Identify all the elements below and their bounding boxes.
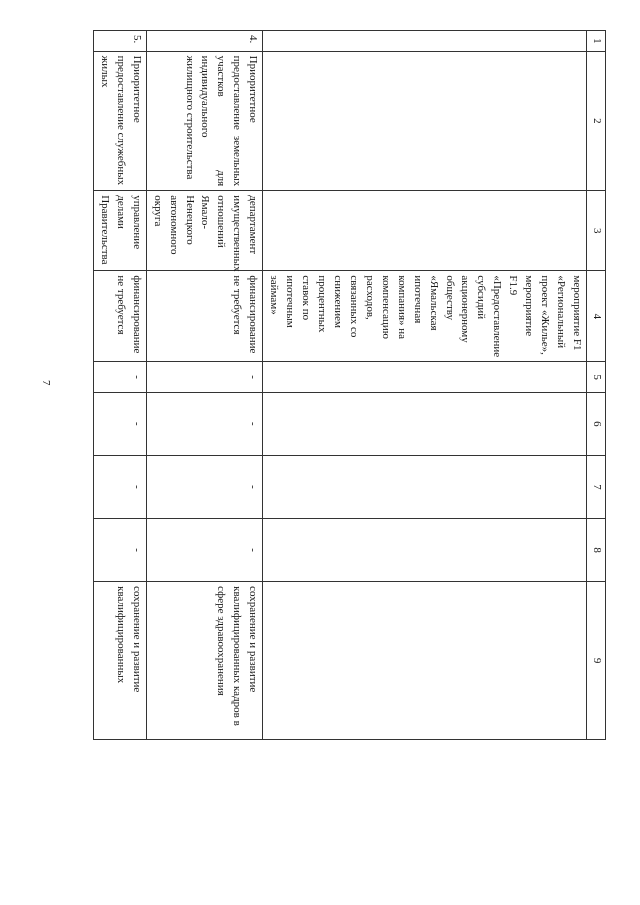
measure-name: Приоритетное предоставление служебных жилых bbox=[93, 51, 146, 191]
financing-source: финансирование не требуется bbox=[93, 271, 146, 362]
value-col-7: - bbox=[146, 455, 263, 518]
executor: управление делами Правительства bbox=[93, 191, 146, 271]
measure-name: Приоритетное предоставление земельных участков для индивидуального жилищного строительства bbox=[146, 51, 263, 191]
header-col-1: 1 bbox=[587, 31, 606, 52]
value-col-7: - bbox=[93, 455, 146, 518]
rotated-table-container bbox=[93, 30, 606, 740]
table-row bbox=[146, 31, 263, 740]
measures-table bbox=[93, 30, 606, 740]
header-col-9: 9 bbox=[587, 582, 606, 740]
header-col-5: 5 bbox=[587, 362, 606, 392]
executor: департамент имущественных отношений Ямало-Ненецкого автономного округа bbox=[146, 191, 263, 271]
value-col-6: - bbox=[93, 392, 146, 455]
row-number: 5. bbox=[93, 31, 146, 52]
value-col-5: - bbox=[146, 362, 263, 392]
financing-source: финансирование не требуется bbox=[146, 271, 263, 362]
row-number bbox=[263, 31, 587, 52]
header-col-3: 3 bbox=[587, 191, 606, 271]
header-col-4: 4 bbox=[587, 271, 606, 362]
table-row bbox=[263, 31, 587, 740]
header-col-8: 8 bbox=[587, 519, 606, 582]
table-header-row bbox=[587, 31, 606, 740]
expected-result bbox=[263, 582, 587, 740]
header-col-6: 6 bbox=[587, 392, 606, 455]
value-col-5: - bbox=[93, 362, 146, 392]
row-number: 4. bbox=[146, 31, 263, 52]
executor bbox=[263, 191, 587, 271]
value-col-5 bbox=[263, 362, 587, 392]
measure-name bbox=[263, 51, 587, 191]
value-col-8 bbox=[263, 519, 587, 582]
expected-result: сохранение и развитие квалифицированных bbox=[93, 582, 146, 740]
value-col-6 bbox=[263, 392, 587, 455]
value-col-7 bbox=[263, 455, 587, 518]
value-col-6: - bbox=[146, 392, 263, 455]
page-number: 7 bbox=[40, 380, 52, 386]
value-col-8: - bbox=[93, 519, 146, 582]
financing-source: мероприятие F1 «Региональный проект «Жилье», мероприятие F1.9 «Предоставление субсидий акционерному обществу «Ямальская ипотечная компания» на компенсацию расходов, связанных со снижением процентных ставок по ипотечным займам» bbox=[263, 271, 587, 362]
table-row bbox=[93, 31, 146, 740]
header-col-2: 2 bbox=[587, 51, 606, 191]
value-col-8: - bbox=[146, 519, 263, 582]
header-col-7: 7 bbox=[587, 455, 606, 518]
expected-result: сохранение и развитие квалифицированных кадров в сфере здравоохранения bbox=[146, 582, 263, 740]
